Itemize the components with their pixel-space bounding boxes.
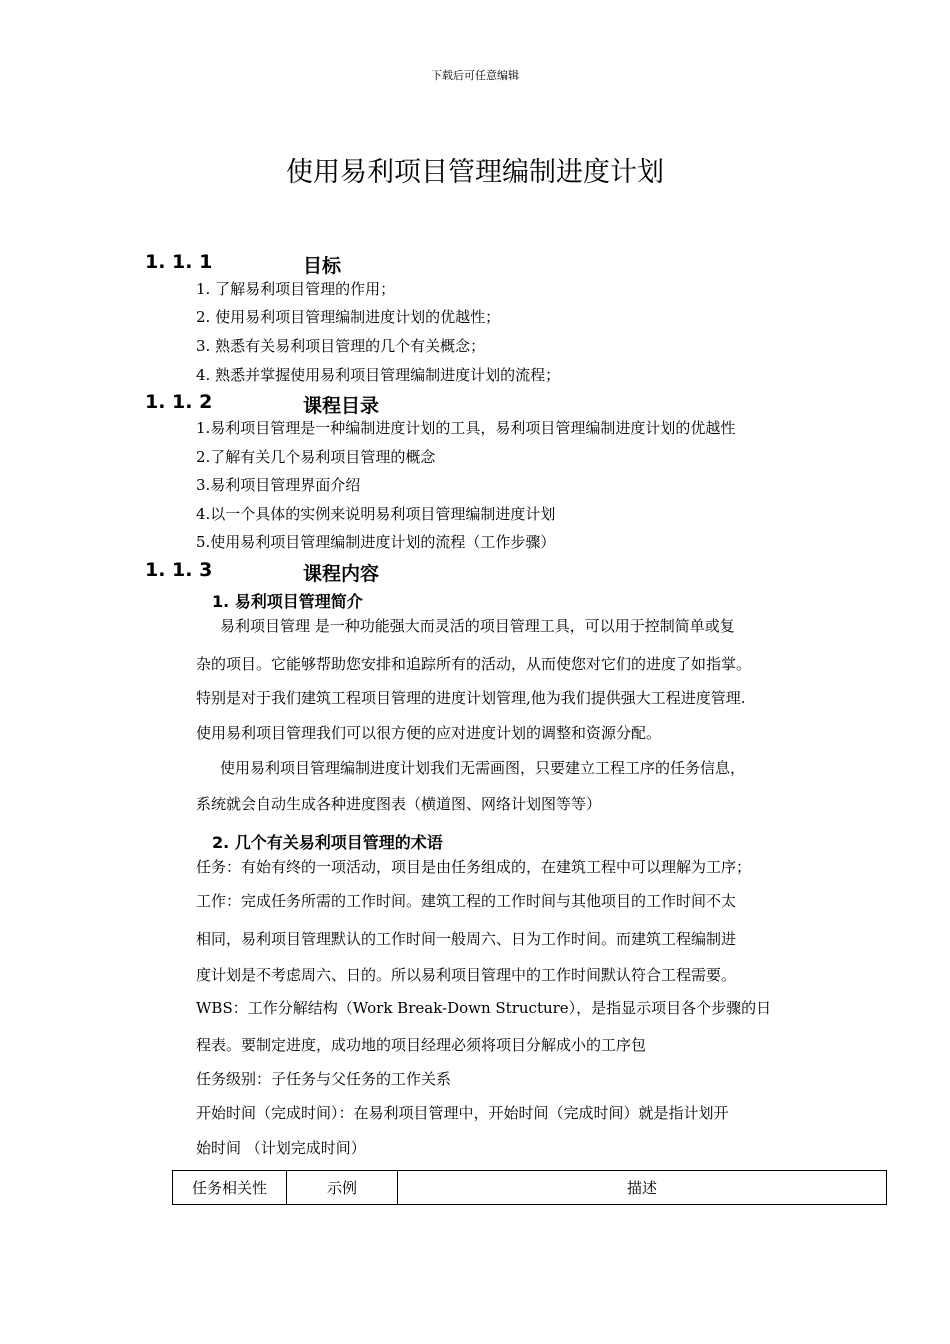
section-number: 1. 1. 2	[145, 391, 213, 413]
section-number: 1. 1. 3	[145, 559, 213, 581]
paragraph-line: 程表。要制定进度，成功地的项目经理必须将项目分解成小的工序包	[196, 1036, 647, 1054]
section-title: 课程目录	[303, 395, 380, 417]
paragraph-line: 相同，易利项目管理默认的工作时间一般周六、日为工作时间。而建筑工程编制进	[196, 930, 737, 948]
paragraph-line: 度计划是不考虑周六、日的。所以易利项目管理中的工作时间默认符合工程需要。	[196, 966, 737, 984]
subsection-title: 2. 几个有关易利项目管理的术语	[212, 833, 443, 852]
paragraph-line: 工作：完成任务所需的工作时间。建筑工程的工作时间与其他项目的工作时间不太	[196, 892, 737, 910]
paragraph-line: 杂的项目。它能够帮助您安排和追踪所有的活动，从而使您对它们的进度了如指掌。	[196, 655, 752, 673]
paragraph-line: 系统就会自动生成各种进度图表（横道图、网络计划图等等）	[196, 795, 602, 813]
paragraph-line: 易利项目管理 是一种功能强大而灵活的项目管理工具，可以用于控制简单或复	[220, 617, 735, 635]
table-header-cell: 任务相关性	[173, 1171, 287, 1205]
paragraph-line: 任务：有始有终的一项活动，项目是由任务组成的，在建筑工程中可以理解为工序；	[196, 858, 752, 876]
table-header-cell: 描述	[398, 1171, 887, 1205]
paragraph-line: 使用易利项目管理编制进度计划我们无需画图，只要建立工程工序的任务信息，	[220, 759, 746, 777]
paragraph-line: 特别是对于我们建筑工程项目管理的进度计划管理,他为我们提供强大工程进度管理.	[196, 689, 746, 707]
subsection-title: 1. 易利项目管理简介	[212, 592, 363, 611]
header-note: 下载后可任意编辑	[431, 69, 519, 82]
table-header-row	[173, 1171, 887, 1205]
paragraph-line: 开始时间（完成时间）：在易利项目管理中，开始时间（完成时间）就是指计划开	[196, 1104, 729, 1122]
section-title: 课程内容	[303, 563, 380, 585]
list-item: 2.了解有关几个易利项目管理的概念	[196, 448, 436, 466]
paragraph-line: WBS：工作分解结构（Work Break-Down Structure），是指显示项目各个步骤的日	[196, 999, 772, 1017]
list-item: 3. 熟悉有关易利项目管理的几个有关概念；	[196, 337, 486, 355]
paragraph-line: 任务级别：子任务与父任务的工作关系	[196, 1070, 452, 1088]
list-item: 4.以一个具体的实例来说明易利项目管理编制进度计划	[196, 505, 556, 523]
table-header-cell: 示例	[287, 1171, 398, 1205]
dependency-table	[172, 1170, 887, 1205]
list-item: 5.使用易利项目管理编制进度计划的流程（工作步骤）	[196, 533, 556, 551]
list-item: 1.易利项目管理是一种编制进度计划的工具，易利项目管理编制进度计划的优越性	[196, 419, 736, 437]
list-item: 2. 使用易利项目管理编制进度计划的优越性；	[196, 308, 501, 326]
list-item: 3.易利项目管理界面介绍	[196, 476, 361, 494]
section-title: 目标	[303, 255, 342, 277]
list-item: 4. 熟悉并掌握使用易利项目管理编制进度计划的流程；	[196, 366, 561, 384]
page-title: 使用易利项目管理编制进度计划	[286, 157, 664, 188]
section-number: 1. 1. 1	[145, 251, 213, 273]
list-item: 1. 了解易利项目管理的作用；	[196, 280, 396, 298]
paragraph-line: 使用易利项目管理我们可以很方便的应对进度计划的调整和资源分配。	[196, 724, 662, 742]
paragraph-line: 始时间 （计划完成时间）	[196, 1139, 366, 1157]
